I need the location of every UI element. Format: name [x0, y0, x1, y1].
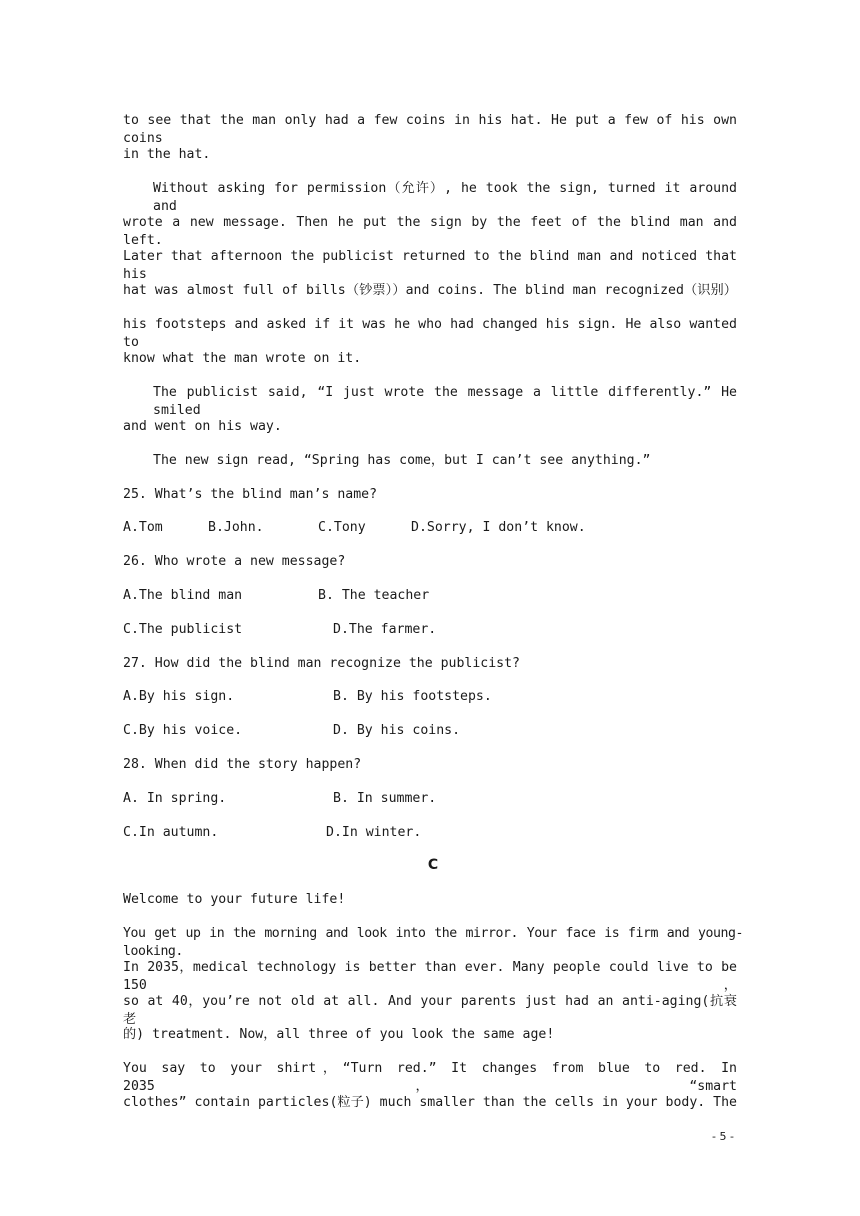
answer-option: C.By his voice. — [123, 723, 243, 738]
passage-line: You get up in the morning and look into the mirror. Your face is firm and young-looking. — [123, 926, 743, 959]
question-stem: 27. How did the blind man recognize the publicist? — [123, 656, 520, 671]
passage-line: wrote a new message. Then he put the sign by the feet of the blind man and left. — [123, 215, 737, 248]
answer-option: D.Sorry, I don’t know. — [411, 520, 586, 535]
answer-option: C.Tony — [318, 520, 366, 535]
question-stem: 26. Who wrote a new message? — [123, 554, 346, 569]
answer-option: D. By his coins. — [333, 723, 461, 738]
passage-line: so at 40，you’re not old at all. And your parents just had an anti-aging(抗衰老 — [123, 994, 737, 1027]
answer-option: D.In winter. — [326, 825, 422, 840]
answer-option: B. The teacher — [318, 588, 430, 603]
passage-line: The new sign read, “Spring has come，but I can’t see anything.” — [153, 453, 651, 468]
answer-option: A. In spring. — [123, 791, 227, 806]
passage-line: in the hat. — [123, 147, 211, 162]
passage-line: and went on his way. — [123, 419, 282, 434]
passage-line: Without asking for permission（允许）, he took the sign, turned it around and — [153, 181, 737, 214]
passage-line: You say to your shirt，“Turn red.” It changes from blue to red. In 2035，“smart — [123, 1061, 737, 1094]
answer-option: A.By his sign. — [123, 689, 235, 704]
question-stem: 28. When did the story happen? — [123, 757, 362, 772]
answer-option: D.The farmer. — [333, 622, 437, 637]
answer-option: B. In summer. — [333, 791, 437, 806]
answer-option: C.In autumn. — [123, 825, 219, 840]
passage-line: his footsteps and asked if it was he who had changed his sign. He also wanted to — [123, 317, 737, 350]
answer-option: B. By his footsteps. — [333, 689, 492, 704]
passage-line: 的) treatment. Now，all three of you look the same age! — [123, 1027, 555, 1042]
passage-line: clothes” contain particles(粒子) much smaller than the cells in your body. The — [123, 1095, 737, 1110]
section-heading: C — [427, 857, 439, 873]
passage-line: hat was almost full of bills（钞票））and coins. The blind man recognized（识别） — [123, 283, 737, 298]
answer-option: A.Tom — [123, 520, 163, 535]
question-stem: 25. What’s the blind man’s name? — [123, 487, 378, 502]
answer-option: C.The publicist — [123, 622, 243, 637]
passage-line: Later that afternoon the publicist returned to the blind man and noticed that his — [123, 249, 737, 282]
passage-line: In 2035，medical technology is better than ever. Many people could live to be 150， — [123, 960, 737, 993]
answer-option: B.John. — [208, 520, 264, 535]
passage-line: know what the man wrote on it. — [123, 351, 362, 366]
page-number: - 5 - — [712, 1130, 734, 1143]
passage-line: to see that the man only had a few coins in his hat. He put a few of his own coins — [123, 113, 737, 146]
answer-option: A.The blind man — [123, 588, 243, 603]
passage-line: The publicist said, “I just wrote the message a little differently.” He smiled — [153, 385, 737, 418]
passage-line: Welcome to your future life! — [123, 892, 346, 907]
